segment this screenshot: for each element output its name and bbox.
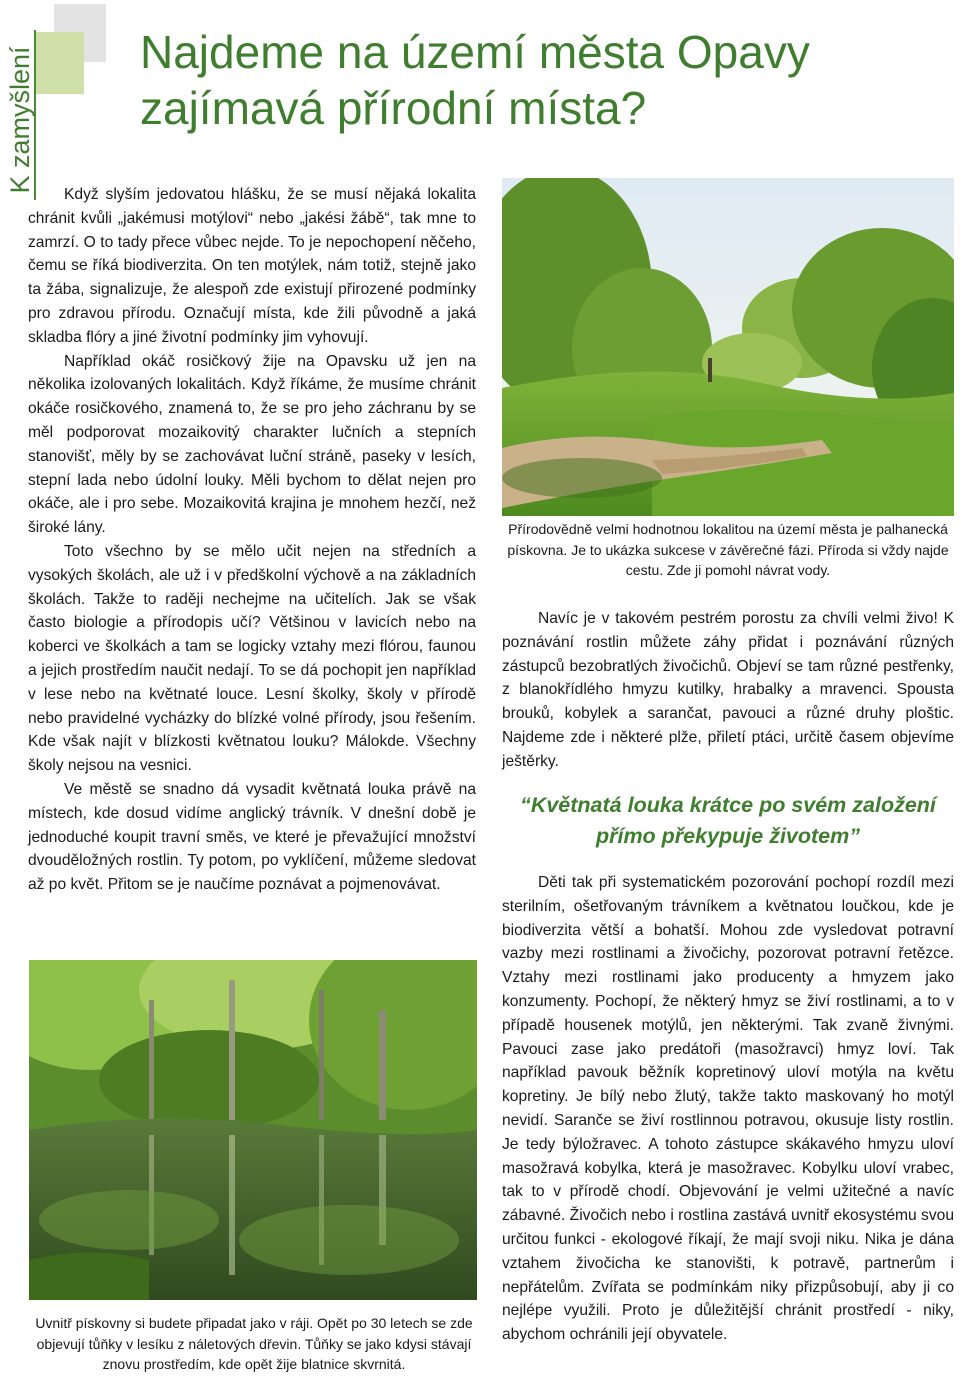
meadow-photo [502, 178, 954, 516]
title-line-2: zajímavá přírodní místa? [140, 82, 647, 134]
section-label: K zamyšlení [5, 46, 35, 194]
title-line-1: Najdeme na území města Opavy [140, 26, 810, 78]
pond-photo-illustration [29, 960, 477, 1300]
right-body-paragraph-block [502, 871, 954, 1347]
meadow-photo-caption: Přírodovědně velmi hodnotnou lokalitou na území města je palhanecká pískovna. Je to ukázka sukcese v závěrečné fázi. Příroda si vždy najde cestu. Zde ji pomohl návrat vody. [507, 521, 949, 578]
article-paragraph: Když slyším jedovatou hlášku, že se musí nějaká lokalita chránit kvůli „jakémusi motýlovi“ nebo „jakési žábě“, tak mne to zamrzí. O to tady přece vůbec nejde. To je nepochopení něčeho, čemu se říká biodiverzita. On ten motýlek, nám totiž, stejně jako ta žába, signalizuje, že alespoň zde existují přirozené podmínky pro zdravou přírodu. Označují místa, kde žili původně a jaká skladba flóry a jiné životní podmínky jim vyhovují. [28, 186, 476, 346]
pull-quote: “Květnatá louka krátce po svém založení přímo překypuje životem” [520, 793, 936, 848]
article-paragraph: Toto všechno by se mělo učit nejen na středních a vysokých školách, ale už i v předškolní výchově a na základních školách. Takže to raději nechejme na učitelích. Jak se však často biologie a přírodopis učí? Většinou v lavicích nebo na koberci ve školkách a tam se logicky vztahy mezi flórou, faunou a jejich prostředím naučit nedají. To se dá pochopit jen například v lese nebo na květnaté louce. Lesní školky, školy v přírodě nebo pravidelné vycházky do blízké volné přírody, jsou řešením. Kde však najít v blízkosti květnatou louku? Málokde. Všechny školy nejsou na vesnici. [28, 542, 476, 775]
pond-photo-caption: Uvnitř pískovny si budete připadat jako v ráji. Opět po 30 letech se zde objevují tůňky v lesíku z náletových dřevin. Tůňky se jako kdysi stávají znovu prostředím, kde opět žije blatnice skvrnitá. [35, 1315, 473, 1372]
page-title [140, 24, 940, 136]
decorative-green-square [36, 32, 84, 94]
article-paragraph: Děti tak při systematickém pozorování pochopí rozdíl mezi sterilním, ošetřovaným trávníkem a květnatou loučkou, kde je biodiverzita větší a bohatší. Mohou zde vysledovat potravní vazby mezi rostlinami a živočichy, pozorovat potravní řetězce. Vztahy mezi rostlinami jako producenty a hmyzem jako konzumenty. Pochopí, že některý hmyz se živí rostlinami, a to v případě housenek motýlů, jen některými. Tak zvaně živnými. Pavouci zase jako predátoři (masožravci) hmyz loví. Tak například pavouk běžník kopretinový uloví motýla na květu kopretiny. Je bílý nebo žlutý, takže takto maskovaný ho motýl nevidí. Saranče se živí rostlinnou potravou, okusuje listy rostlin. Je tedy býložravec. A tohoto zástupce skákavého hmyzu uloví masožravá kobylka, která je masožravec. Kobylku uloví vrabec, tak to v přírodě chodí. Objevování je velmi užitečné a navíc zábavné. Živočich nebo i rostlina zastává uvnitř ekosystému svou určitou funkci - ekologové říkají, že mají svoji niku. Nika je dána vztahem živočicha ke stanovišti, k potravě, partnerům i nepřátelům. Zvířata se podmínkám niky přizpůsobují, aby ji co nejlépe využili. Proto je důležitější chránit prostředí - niky, abychom ochránili její obyvatele. [502, 874, 954, 1344]
right-intro-paragraph-block [502, 607, 954, 774]
meadow-photo-illustration [502, 178, 954, 516]
article-paragraph: Například okáč rosičkový žije na Opavsku už jen na několika izolovaných lokalitách. Když říkáme, že musíme chránit okáče rosičkového, znamená to, že se pro jeho záchranu by se měl podporovat mozaikovitý charakter lučních a stepních stanovišť, měly by se zachovávat luční stráně, paseky v lesích, stepní lada nebo údolní louky. Měli bychom to dělat nejen pro okáče, ale i pro sebe. Mozaikovitá krajina je mnohem hezčí, než široké lány. [28, 352, 476, 537]
left-article-column [28, 183, 476, 897]
pond-photo [29, 960, 477, 1300]
article-paragraph: Ve městě se snadno dá vysadit květnatá louka právě na místech, kde dosud vidíme anglický trávník. V dnešní době je jednoduché koupit travní směs, ve které je převažující množství dvouděložných rostlin. Ty potom, po vyklíčení, můžeme sledovat až po květ. Přitom se je naučíme poznávat a pojmenovávat. [28, 780, 476, 894]
article-paragraph: Navíc je v takovém pestrém porostu za chvíli velmi živo! K poznávání rostlin můžete záhy přidat i poznávání různých zástupců bezobratlých živočichů. Objeví se tam různé pestřenky, z blanokřídlého hmyzu kutilky, hrabalky a mravenci. Spousta brouků, kobylek a sarančat, pavouci a různé druhy ploštic. Najdeme zde i některé plže, přiletí ptáci, určitě časem objevíme ještěrky. [502, 610, 954, 770]
